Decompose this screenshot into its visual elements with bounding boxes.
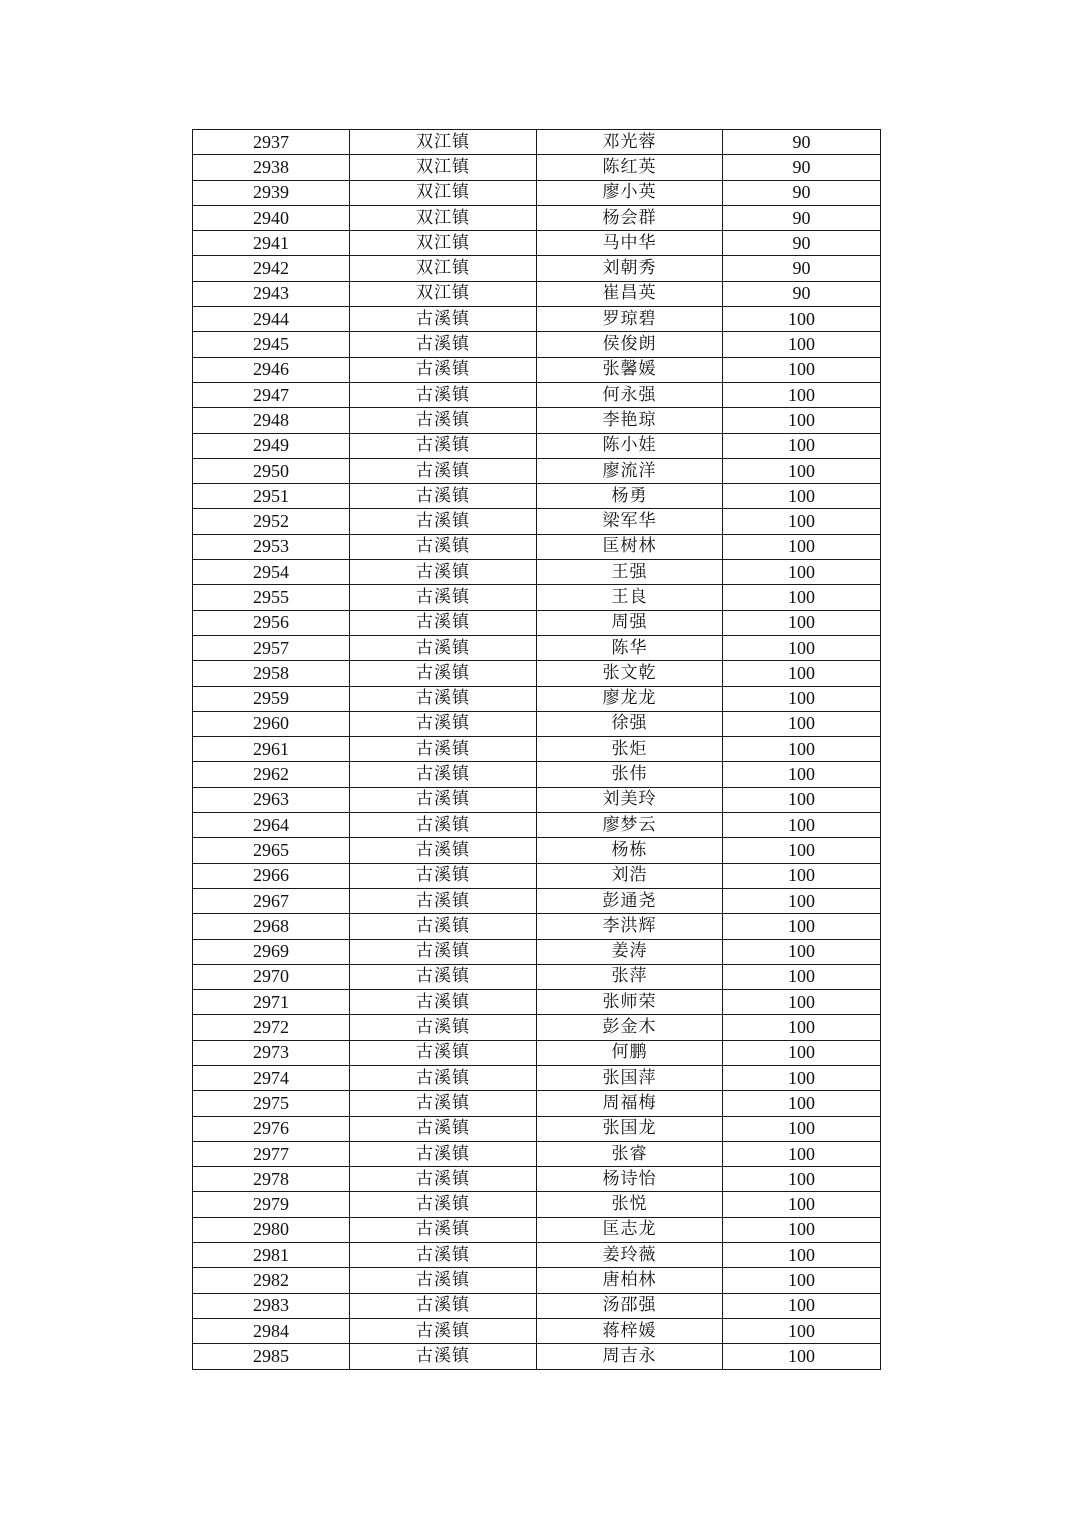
table-row bbox=[193, 990, 881, 1015]
town-cell: 古溪镇 bbox=[350, 990, 537, 1015]
table-row bbox=[193, 1015, 881, 1040]
town-cell: 古溪镇 bbox=[350, 610, 537, 635]
amount-cell: 100 bbox=[723, 787, 881, 812]
person-name-cell: 周福梅 bbox=[537, 1091, 723, 1116]
row-number-cell: 2975 bbox=[193, 1091, 350, 1116]
town-cell: 古溪镇 bbox=[350, 307, 537, 332]
town-cell: 古溪镇 bbox=[350, 914, 537, 939]
town-cell: 古溪镇 bbox=[350, 484, 537, 509]
row-number-cell: 2968 bbox=[193, 914, 350, 939]
table-row bbox=[193, 661, 881, 686]
town-cell: 古溪镇 bbox=[350, 1141, 537, 1166]
table-row bbox=[193, 1065, 881, 1090]
table-row bbox=[193, 534, 881, 559]
row-number-cell: 2971 bbox=[193, 990, 350, 1015]
table-row bbox=[193, 635, 881, 660]
town-cell: 古溪镇 bbox=[350, 863, 537, 888]
town-cell: 双江镇 bbox=[350, 180, 537, 205]
amount-cell: 90 bbox=[723, 231, 881, 256]
table-row bbox=[193, 281, 881, 306]
person-name-cell: 张文乾 bbox=[537, 661, 723, 686]
town-cell: 古溪镇 bbox=[350, 1318, 537, 1343]
row-number-cell: 2980 bbox=[193, 1217, 350, 1242]
person-name-cell: 李洪辉 bbox=[537, 914, 723, 939]
amount-cell: 100 bbox=[723, 1293, 881, 1318]
amount-cell: 100 bbox=[723, 661, 881, 686]
row-number-cell: 2972 bbox=[193, 1015, 350, 1040]
person-name-cell: 姜玲薇 bbox=[537, 1243, 723, 1268]
amount-cell: 100 bbox=[723, 382, 881, 407]
person-name-cell: 周吉永 bbox=[537, 1344, 723, 1369]
row-number-cell: 2944 bbox=[193, 307, 350, 332]
amount-cell: 90 bbox=[723, 180, 881, 205]
amount-cell: 90 bbox=[723, 155, 881, 180]
row-number-cell: 2979 bbox=[193, 1192, 350, 1217]
person-name-cell: 张师荣 bbox=[537, 990, 723, 1015]
person-name-cell: 罗琼碧 bbox=[537, 307, 723, 332]
person-name-cell: 彭通尧 bbox=[537, 888, 723, 913]
town-cell: 古溪镇 bbox=[350, 1293, 537, 1318]
row-number-cell: 2945 bbox=[193, 332, 350, 357]
person-name-cell: 张伟 bbox=[537, 762, 723, 787]
row-number-cell: 2967 bbox=[193, 888, 350, 913]
amount-cell: 100 bbox=[723, 1217, 881, 1242]
person-name-cell: 何永强 bbox=[537, 382, 723, 407]
person-name-cell: 张炬 bbox=[537, 737, 723, 762]
person-name-cell: 周强 bbox=[537, 610, 723, 635]
table-row bbox=[193, 155, 881, 180]
row-number-cell: 2954 bbox=[193, 560, 350, 585]
person-name-cell: 刘浩 bbox=[537, 863, 723, 888]
person-name-cell: 陈红英 bbox=[537, 155, 723, 180]
table-row bbox=[193, 813, 881, 838]
table-row bbox=[193, 433, 881, 458]
amount-cell: 100 bbox=[723, 838, 881, 863]
table-row bbox=[193, 560, 881, 585]
amount-cell: 100 bbox=[723, 534, 881, 559]
amount-cell: 100 bbox=[723, 1167, 881, 1192]
person-name-cell: 张馨媛 bbox=[537, 357, 723, 382]
amount-cell: 100 bbox=[723, 610, 881, 635]
row-number-cell: 2957 bbox=[193, 635, 350, 660]
amount-cell: 100 bbox=[723, 433, 881, 458]
person-name-cell: 何鹏 bbox=[537, 1040, 723, 1065]
table-row bbox=[193, 914, 881, 939]
row-number-cell: 2962 bbox=[193, 762, 350, 787]
person-name-cell: 彭金木 bbox=[537, 1015, 723, 1040]
town-cell: 古溪镇 bbox=[350, 458, 537, 483]
person-name-cell: 蒋梓媛 bbox=[537, 1318, 723, 1343]
row-number-cell: 2978 bbox=[193, 1167, 350, 1192]
row-number-cell: 2983 bbox=[193, 1293, 350, 1318]
person-name-cell: 陈华 bbox=[537, 635, 723, 660]
town-cell: 双江镇 bbox=[350, 205, 537, 230]
table-row bbox=[193, 585, 881, 610]
row-number-cell: 2965 bbox=[193, 838, 350, 863]
person-name-cell: 杨栋 bbox=[537, 838, 723, 863]
table-row bbox=[193, 787, 881, 812]
town-cell: 古溪镇 bbox=[350, 1344, 537, 1369]
town-cell: 古溪镇 bbox=[350, 1116, 537, 1141]
amount-cell: 100 bbox=[723, 1116, 881, 1141]
table-row bbox=[193, 888, 881, 913]
town-cell: 古溪镇 bbox=[350, 737, 537, 762]
row-number-cell: 2977 bbox=[193, 1141, 350, 1166]
town-cell: 古溪镇 bbox=[350, 1268, 537, 1293]
row-number-cell: 2940 bbox=[193, 205, 350, 230]
amount-cell: 100 bbox=[723, 1344, 881, 1369]
amount-cell: 100 bbox=[723, 509, 881, 534]
amount-cell: 100 bbox=[723, 762, 881, 787]
row-number-cell: 2942 bbox=[193, 256, 350, 281]
person-name-cell: 梁军华 bbox=[537, 509, 723, 534]
person-name-cell: 唐柏林 bbox=[537, 1268, 723, 1293]
town-cell: 古溪镇 bbox=[350, 813, 537, 838]
person-name-cell: 王良 bbox=[537, 585, 723, 610]
table-row bbox=[193, 1243, 881, 1268]
amount-cell: 100 bbox=[723, 737, 881, 762]
person-name-cell: 匡志龙 bbox=[537, 1217, 723, 1242]
town-cell: 双江镇 bbox=[350, 256, 537, 281]
table-row bbox=[193, 1167, 881, 1192]
amount-cell: 100 bbox=[723, 686, 881, 711]
town-cell: 古溪镇 bbox=[350, 1040, 537, 1065]
table-row bbox=[193, 307, 881, 332]
town-cell: 古溪镇 bbox=[350, 585, 537, 610]
amount-cell: 100 bbox=[723, 1141, 881, 1166]
amount-cell: 100 bbox=[723, 635, 881, 660]
table-row bbox=[193, 762, 881, 787]
row-number-cell: 2969 bbox=[193, 939, 350, 964]
amount-cell: 100 bbox=[723, 914, 881, 939]
person-name-cell: 李艳琼 bbox=[537, 408, 723, 433]
town-cell: 双江镇 bbox=[350, 281, 537, 306]
row-number-cell: 2939 bbox=[193, 180, 350, 205]
town-cell: 古溪镇 bbox=[350, 1015, 537, 1040]
person-name-cell: 廖梦云 bbox=[537, 813, 723, 838]
table-row bbox=[193, 256, 881, 281]
row-number-cell: 2943 bbox=[193, 281, 350, 306]
amount-cell: 100 bbox=[723, 307, 881, 332]
town-cell: 古溪镇 bbox=[350, 357, 537, 382]
town-cell: 古溪镇 bbox=[350, 964, 537, 989]
row-number-cell: 2974 bbox=[193, 1065, 350, 1090]
person-name-cell: 刘朝秀 bbox=[537, 256, 723, 281]
town-cell: 古溪镇 bbox=[350, 686, 537, 711]
person-name-cell: 陈小娃 bbox=[537, 433, 723, 458]
table-row bbox=[193, 686, 881, 711]
amount-cell: 100 bbox=[723, 1015, 881, 1040]
row-number-cell: 2963 bbox=[193, 787, 350, 812]
town-cell: 双江镇 bbox=[350, 155, 537, 180]
amount-cell: 100 bbox=[723, 1040, 881, 1065]
person-name-cell: 姜涛 bbox=[537, 939, 723, 964]
amount-cell: 90 bbox=[723, 130, 881, 155]
table-row bbox=[193, 838, 881, 863]
row-number-cell: 2937 bbox=[193, 130, 350, 155]
amount-cell: 100 bbox=[723, 813, 881, 838]
town-cell: 双江镇 bbox=[350, 231, 537, 256]
table-row bbox=[193, 1040, 881, 1065]
amount-cell: 100 bbox=[723, 888, 881, 913]
table-row bbox=[193, 332, 881, 357]
amount-cell: 100 bbox=[723, 863, 881, 888]
table-row bbox=[193, 863, 881, 888]
amount-cell: 90 bbox=[723, 205, 881, 230]
row-number-cell: 2982 bbox=[193, 1268, 350, 1293]
person-name-cell: 张国萍 bbox=[537, 1065, 723, 1090]
town-cell: 古溪镇 bbox=[350, 888, 537, 913]
row-number-cell: 2946 bbox=[193, 357, 350, 382]
row-number-cell: 2938 bbox=[193, 155, 350, 180]
amount-cell: 100 bbox=[723, 711, 881, 736]
row-number-cell: 2941 bbox=[193, 231, 350, 256]
row-number-cell: 2949 bbox=[193, 433, 350, 458]
table-row bbox=[193, 458, 881, 483]
person-name-cell: 张萍 bbox=[537, 964, 723, 989]
row-number-cell: 2947 bbox=[193, 382, 350, 407]
town-cell: 古溪镇 bbox=[350, 1243, 537, 1268]
amount-cell: 90 bbox=[723, 256, 881, 281]
town-cell: 古溪镇 bbox=[350, 1091, 537, 1116]
town-cell: 古溪镇 bbox=[350, 1192, 537, 1217]
table-row bbox=[193, 408, 881, 433]
amount-cell: 100 bbox=[723, 484, 881, 509]
person-name-cell: 廖流洋 bbox=[537, 458, 723, 483]
amount-cell: 100 bbox=[723, 939, 881, 964]
row-number-cell: 2964 bbox=[193, 813, 350, 838]
table-row bbox=[193, 1091, 881, 1116]
person-name-cell: 张国龙 bbox=[537, 1116, 723, 1141]
town-cell: 古溪镇 bbox=[350, 838, 537, 863]
person-name-cell: 邓光蓉 bbox=[537, 130, 723, 155]
town-cell: 古溪镇 bbox=[350, 433, 537, 458]
person-name-cell: 徐强 bbox=[537, 711, 723, 736]
table-row bbox=[193, 1268, 881, 1293]
person-name-cell: 刘美玲 bbox=[537, 787, 723, 812]
row-number-cell: 2959 bbox=[193, 686, 350, 711]
amount-cell: 100 bbox=[723, 1318, 881, 1343]
table-row bbox=[193, 357, 881, 382]
table-row bbox=[193, 1344, 881, 1369]
row-number-cell: 2953 bbox=[193, 534, 350, 559]
record-table bbox=[192, 129, 881, 1370]
table-row bbox=[193, 1116, 881, 1141]
person-name-cell: 王强 bbox=[537, 560, 723, 585]
row-number-cell: 2951 bbox=[193, 484, 350, 509]
table-row bbox=[193, 610, 881, 635]
person-name-cell: 杨会群 bbox=[537, 205, 723, 230]
person-name-cell: 廖龙龙 bbox=[537, 686, 723, 711]
town-cell: 古溪镇 bbox=[350, 1167, 537, 1192]
table-row bbox=[193, 1217, 881, 1242]
row-number-cell: 2961 bbox=[193, 737, 350, 762]
table-row bbox=[193, 1293, 881, 1318]
row-number-cell: 2952 bbox=[193, 509, 350, 534]
row-number-cell: 2985 bbox=[193, 1344, 350, 1369]
row-number-cell: 2948 bbox=[193, 408, 350, 433]
town-cell: 古溪镇 bbox=[350, 382, 537, 407]
town-cell: 古溪镇 bbox=[350, 534, 537, 559]
row-number-cell: 2976 bbox=[193, 1116, 350, 1141]
person-name-cell: 廖小英 bbox=[537, 180, 723, 205]
town-cell: 古溪镇 bbox=[350, 661, 537, 686]
town-cell: 古溪镇 bbox=[350, 939, 537, 964]
amount-cell: 100 bbox=[723, 1243, 881, 1268]
table-row bbox=[193, 484, 881, 509]
table-row bbox=[193, 1318, 881, 1343]
table-row bbox=[193, 205, 881, 230]
row-number-cell: 2960 bbox=[193, 711, 350, 736]
person-name-cell: 杨诗怡 bbox=[537, 1167, 723, 1192]
amount-cell: 90 bbox=[723, 281, 881, 306]
table-row bbox=[193, 711, 881, 736]
table-row bbox=[193, 1192, 881, 1217]
row-number-cell: 2958 bbox=[193, 661, 350, 686]
person-name-cell: 汤邵强 bbox=[537, 1293, 723, 1318]
town-cell: 古溪镇 bbox=[350, 509, 537, 534]
amount-cell: 100 bbox=[723, 585, 881, 610]
person-name-cell: 匡树林 bbox=[537, 534, 723, 559]
person-name-cell: 张悦 bbox=[537, 1192, 723, 1217]
person-name-cell: 张睿 bbox=[537, 1141, 723, 1166]
town-cell: 古溪镇 bbox=[350, 711, 537, 736]
amount-cell: 100 bbox=[723, 964, 881, 989]
amount-cell: 100 bbox=[723, 1091, 881, 1116]
table-row bbox=[193, 180, 881, 205]
town-cell: 古溪镇 bbox=[350, 635, 537, 660]
amount-cell: 100 bbox=[723, 990, 881, 1015]
person-name-cell: 侯俊朗 bbox=[537, 332, 723, 357]
row-number-cell: 2981 bbox=[193, 1243, 350, 1268]
row-number-cell: 2956 bbox=[193, 610, 350, 635]
table-row bbox=[193, 939, 881, 964]
row-number-cell: 2984 bbox=[193, 1318, 350, 1343]
row-number-cell: 2950 bbox=[193, 458, 350, 483]
town-cell: 古溪镇 bbox=[350, 332, 537, 357]
town-cell: 古溪镇 bbox=[350, 1217, 537, 1242]
row-number-cell: 2955 bbox=[193, 585, 350, 610]
amount-cell: 100 bbox=[723, 1192, 881, 1217]
amount-cell: 100 bbox=[723, 1268, 881, 1293]
amount-cell: 100 bbox=[723, 408, 881, 433]
row-number-cell: 2966 bbox=[193, 863, 350, 888]
row-number-cell: 2970 bbox=[193, 964, 350, 989]
table-row bbox=[193, 509, 881, 534]
amount-cell: 100 bbox=[723, 560, 881, 585]
record-table-body bbox=[193, 130, 881, 1370]
town-cell: 双江镇 bbox=[350, 130, 537, 155]
town-cell: 古溪镇 bbox=[350, 560, 537, 585]
table-row bbox=[193, 382, 881, 407]
amount-cell: 100 bbox=[723, 332, 881, 357]
person-name-cell: 杨勇 bbox=[537, 484, 723, 509]
person-name-cell: 马中华 bbox=[537, 231, 723, 256]
town-cell: 古溪镇 bbox=[350, 408, 537, 433]
amount-cell: 100 bbox=[723, 357, 881, 382]
person-name-cell: 崔昌英 bbox=[537, 281, 723, 306]
table-row bbox=[193, 964, 881, 989]
amount-cell: 100 bbox=[723, 458, 881, 483]
table-row bbox=[193, 1141, 881, 1166]
amount-cell: 100 bbox=[723, 1065, 881, 1090]
town-cell: 古溪镇 bbox=[350, 787, 537, 812]
town-cell: 古溪镇 bbox=[350, 762, 537, 787]
town-cell: 古溪镇 bbox=[350, 1065, 537, 1090]
table-row bbox=[193, 130, 881, 155]
table-row bbox=[193, 231, 881, 256]
table-row bbox=[193, 737, 881, 762]
row-number-cell: 2973 bbox=[193, 1040, 350, 1065]
